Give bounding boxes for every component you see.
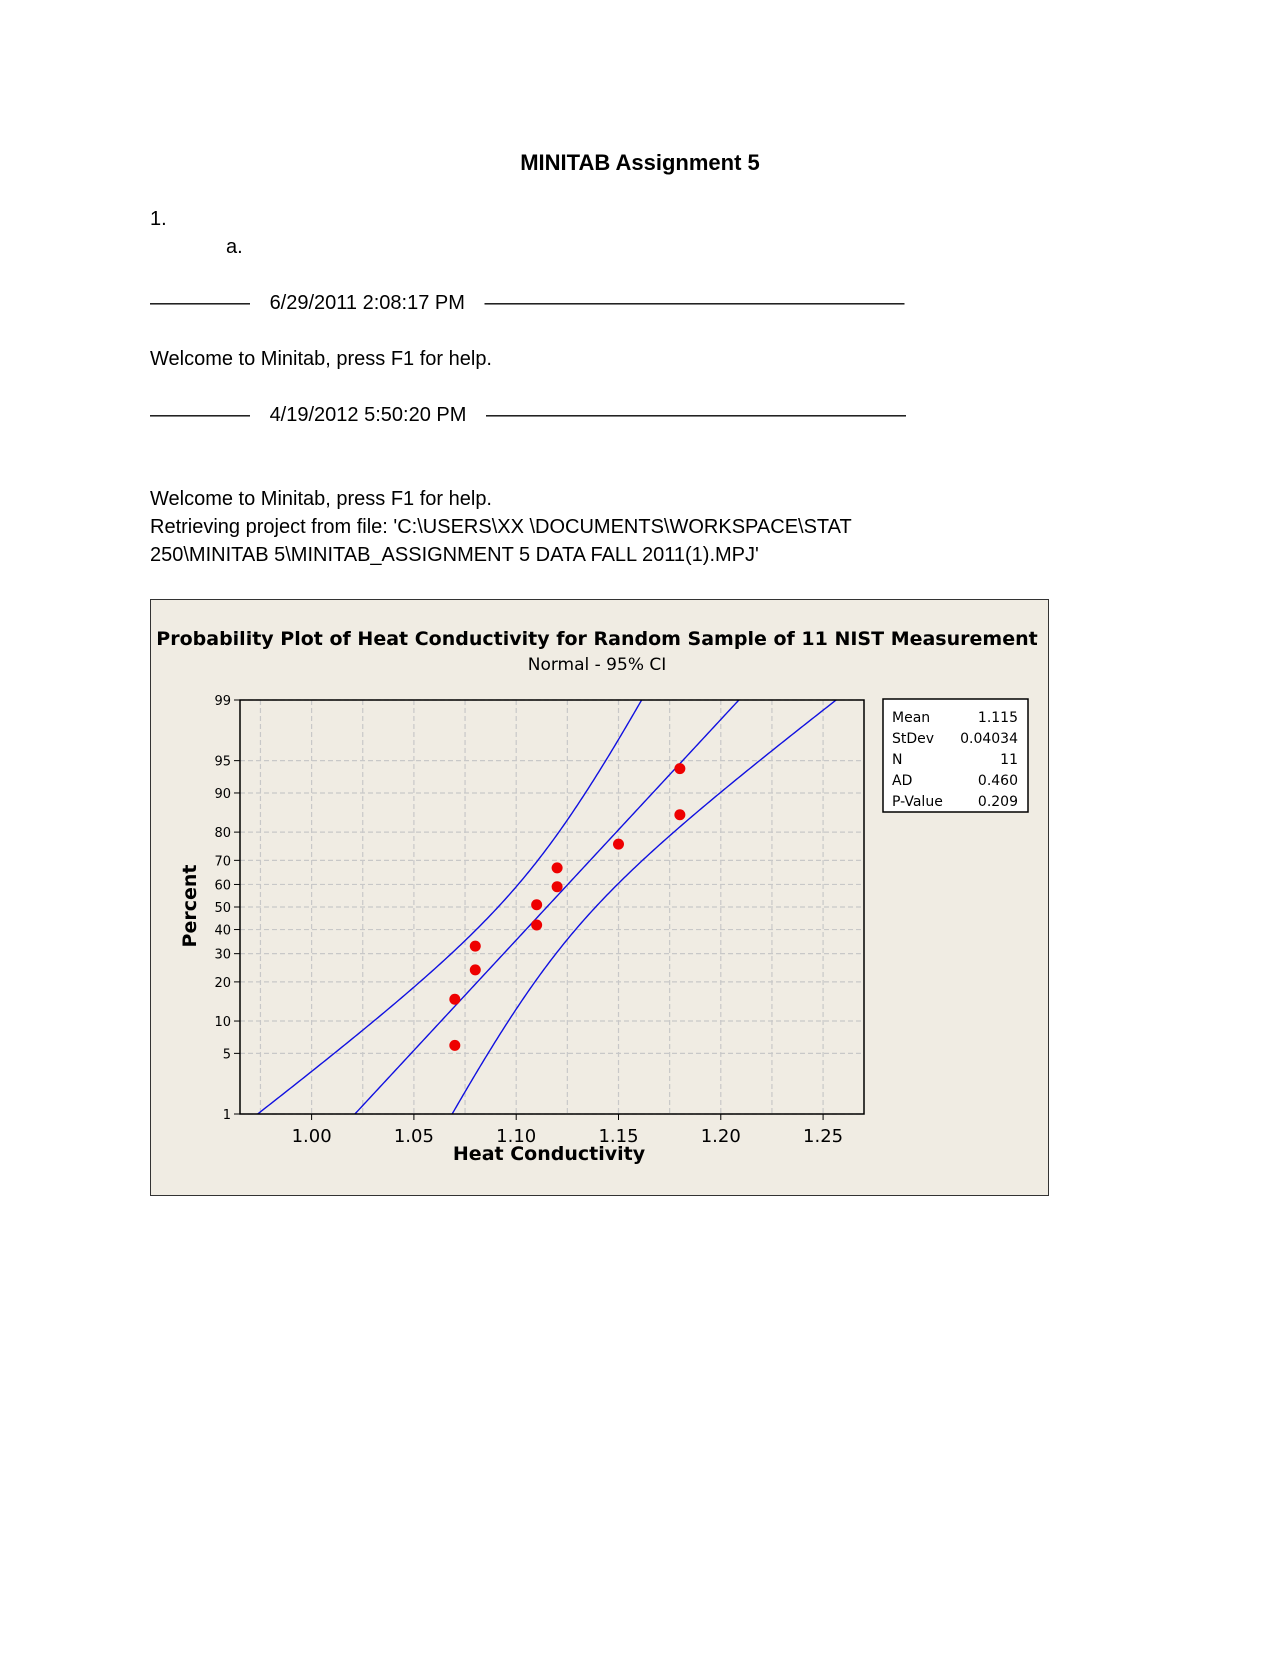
chart-title: Probability Plot of Heat Conductivity for Random Sample of 11 NIST Measurement (156, 628, 1038, 650)
y-tick-label: 95 (214, 754, 231, 770)
x-axis-label: Heat Conductivity (452, 1143, 646, 1165)
y-tick-label: 1 (222, 1108, 231, 1123)
item-letter: a. (226, 236, 243, 258)
session-dashes-right: ————————————————————— (484, 292, 905, 314)
data-point (531, 899, 542, 910)
session-dashes-right: ————————————————————— (485, 404, 906, 426)
axis-ticks (214, 694, 843, 1147)
data-point (674, 763, 685, 774)
y-tick-label: 80 (214, 826, 231, 842)
legend-value: 11 (1000, 752, 1018, 768)
y-axis-label: Percent (179, 864, 201, 948)
retrieve-project-line: Retrieving project from file: 'C:\USERS\XX \DOCUMENTS\WORKSPACE\STAT (150, 516, 852, 538)
legend-value: 1.115 (977, 710, 1018, 726)
session-dashes-left: ————— (150, 292, 250, 314)
retrieve-project-path: 250\MINITAB 5\MINITAB_ASSIGNMENT 5 DATA FALL 2011(1).MPJ' (150, 544, 759, 566)
legend-value: 0.209 (977, 794, 1018, 810)
session-separator-1 (150, 292, 904, 315)
legend-label: StDev (892, 731, 935, 747)
y-tick-label: 50 (214, 901, 231, 916)
y-tick-label: 20 (214, 975, 231, 991)
session-dashes-left: ————— (150, 404, 250, 426)
x-tick-label: 1.05 (393, 1126, 434, 1147)
data-point (674, 809, 685, 820)
probability-plot-svg (151, 600, 1047, 1194)
probability-plot-chart (150, 599, 1049, 1196)
data-point (470, 941, 481, 952)
item-number: 1. (150, 208, 167, 230)
welcome-message: Welcome to Minitab, press F1 for help. (150, 488, 492, 510)
data-point (449, 994, 460, 1005)
legend-value: 0.04034 (960, 731, 1018, 747)
y-tick-label: 60 (214, 878, 231, 894)
y-tick-label: 30 (214, 947, 231, 963)
y-tick-label: 90 (214, 786, 231, 802)
data-point (613, 839, 624, 850)
x-tick-label: 1.25 (803, 1126, 844, 1147)
legend-label: P-Value (892, 794, 943, 810)
legend-label: Mean (892, 710, 931, 726)
stats-legend (883, 699, 1028, 812)
legend-value: 0.460 (977, 773, 1018, 789)
session-separator-2 (150, 404, 906, 427)
session-timestamp: 4/19/2012 5:50:20 PM (269, 404, 467, 426)
x-tick-label: 1.10 (496, 1126, 537, 1147)
x-tick-label: 1.15 (598, 1126, 639, 1147)
x-tick-label: 1.00 (291, 1126, 332, 1147)
grid-layer (240, 700, 864, 1114)
y-tick-label: 70 (214, 854, 231, 870)
y-tick-label: 99 (214, 694, 231, 709)
y-tick-label: 40 (214, 923, 231, 939)
data-point (552, 862, 563, 873)
data-point (449, 1040, 460, 1051)
y-tick-label: 5 (222, 1047, 231, 1063)
y-tick-label: 10 (214, 1015, 231, 1031)
page-title: MINITAB Assignment 5 (520, 150, 760, 175)
data-point (531, 919, 542, 930)
chart-subtitle: Normal - 95% CI (527, 655, 667, 675)
data-point (470, 964, 481, 975)
welcome-message: Welcome to Minitab, press F1 for help. (150, 348, 492, 370)
legend-label: N (892, 752, 903, 768)
legend-label: AD (892, 773, 913, 789)
x-tick-label: 1.20 (700, 1126, 741, 1147)
data-point (552, 881, 563, 892)
session-timestamp: 6/29/2011 2:08:17 PM (269, 292, 465, 314)
